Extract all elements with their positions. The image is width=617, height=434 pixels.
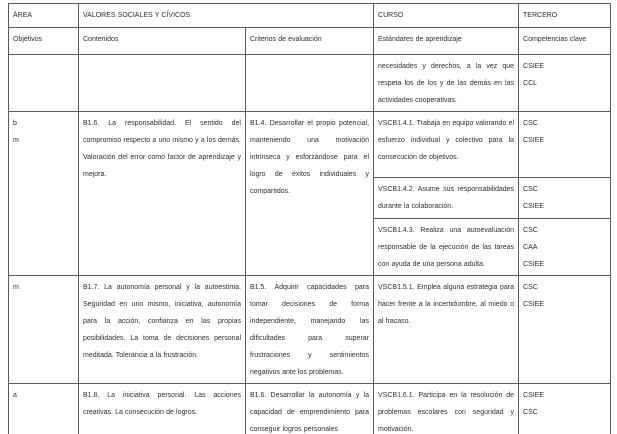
competencia-code: CSC	[523, 227, 538, 234]
competencia-code: CSIEE	[523, 63, 545, 70]
contenidos-cell: B1.8. La iniciativa personal. Las acciones creativas. La consecución de logros.	[79, 384, 246, 434]
competencia-code: CCL	[523, 80, 538, 87]
competencia-code: CSC	[523, 120, 538, 127]
col-header-estandares: Estándares de aprendizaje	[374, 28, 519, 55]
contenidos-cell-empty	[79, 55, 246, 112]
objetivo-letter: a	[13, 392, 17, 399]
objetivos-cell	[9, 276, 79, 384]
contenidos-cell: B1.6. La responsabilidad. El sentido del compromiso respecto a uno mismo y a los demás. Valoración del error como factor de aprendizaje y mejora.	[79, 112, 246, 276]
table-header-row-area	[9, 4, 611, 28]
table-row-iniciativa	[9, 384, 611, 434]
estandar-text: VSCB1.4.3. Realiza una autoevaluación responsable de la ejecución de las tareas con ayuda de una persona adulta.	[374, 219, 519, 276]
competencia-code: CSIEE	[523, 392, 545, 399]
competencia-code: CSIEE	[523, 203, 545, 210]
criterios-cell: B1.6. Desarrollar la autonomía y la capacidad de emprendimiento para conseguir logros personales	[246, 384, 374, 434]
competencia-code: CSIEE	[523, 137, 545, 144]
curriculum-table	[8, 3, 611, 434]
curso-value-cell: TERCERO	[519, 4, 611, 28]
competencias-cell	[519, 178, 611, 219]
estandar-text: necesidades y derechos, a la vez que respeta los de los y de las demás en las actividades cooperativas.	[374, 55, 519, 112]
objetivos-cell	[9, 112, 79, 276]
col-header-contenidos: Contenidos	[79, 28, 246, 55]
objetivo-letter: m	[13, 137, 19, 144]
competencias-cell	[519, 276, 611, 384]
table-row-responsabilidad	[9, 112, 611, 178]
competencia-code: CSC	[523, 409, 538, 416]
curso-label-cell: CURSO	[374, 4, 519, 28]
competencia-code: CSIEE	[523, 261, 545, 268]
col-header-criterios: Criterios de evaluación	[246, 28, 374, 55]
competencia-code: CSIEE	[523, 301, 545, 308]
table-row-autonomia	[9, 276, 611, 384]
estandar-text: VSCB1.4.2. Asume sus responsabilidades durante la colaboración.	[374, 178, 519, 219]
table-header-row-columns	[9, 28, 611, 55]
competencia-code: CSC	[523, 284, 538, 291]
col-header-objetivos: Objetivos	[9, 28, 79, 55]
competencias-cell	[519, 219, 611, 276]
criterios-cell: B1.4. Desarrollar el propio potencial, manteniendo una motivación intrínseca y esforzándose para el logro de éxitos individuales y compartidos.	[246, 112, 374, 276]
competencia-code: CAA	[523, 244, 538, 251]
estandar-text: VSCB1.6.1. Participa en la resolución de problemas escolares con seguridad y motivación.	[374, 384, 519, 434]
contenidos-cell: B1.7. La autonomía personal y la autoestima. Seguridad en uno mismo, iniciativa, autonomía para la acción, confianza en las propias posibilidades. La toma de decisiones personal meditada. Tolerancia a la frustración.	[79, 276, 246, 384]
competencias-cell	[519, 112, 611, 178]
objetivo-letter: m	[13, 284, 19, 291]
criterios-cell-empty	[246, 55, 374, 112]
subject-title-cell: VALORES SOCIALES Y CÍVICOS	[79, 4, 374, 28]
area-label-cell: ÁREA	[9, 4, 79, 28]
objetivos-cell	[9, 384, 79, 434]
competencia-code: CSC	[523, 186, 538, 193]
objetivo-letter: b	[13, 120, 17, 127]
competencias-cell	[519, 384, 611, 434]
objetivos-cell-empty	[9, 55, 79, 112]
table-row-continuation	[9, 55, 611, 112]
competencias-cell	[519, 55, 611, 112]
estandar-text: VSCB1.5.1. Emplea alguna estrategia para hacer frente a la incertidumbre, al miedo o al fracaso.	[374, 276, 519, 384]
col-header-competencias: Competencias clave	[519, 28, 611, 55]
estandar-text: VSCB1.4.1. Trabaja en equipo valorando el esfuerzo individual y colectivo para la consecución de objetivos.	[374, 112, 519, 178]
criterios-cell: B1.5. Adquirir capacidades para tomar decisiones de forma independiente, manejando las dificultades para superar frustraciones y sentimientos negativos ante los problemas.	[246, 276, 374, 384]
